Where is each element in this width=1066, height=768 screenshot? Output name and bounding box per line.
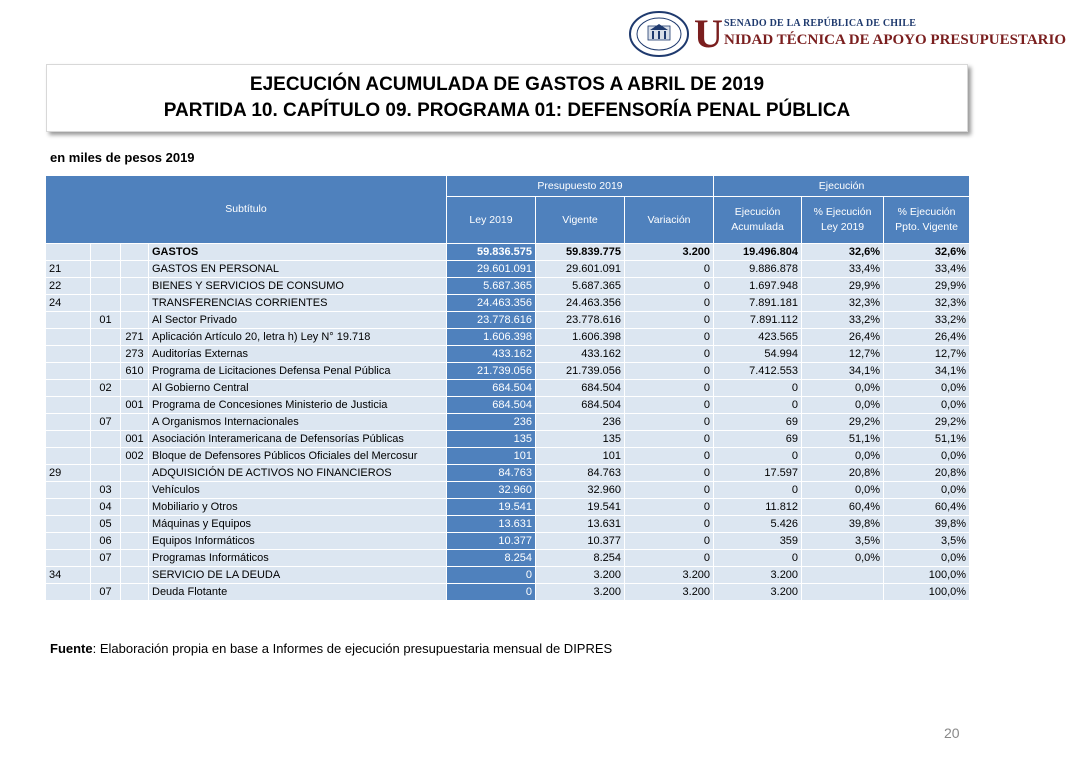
- header-ley: Ley 2019: [447, 197, 536, 244]
- table-row: [46, 584, 970, 601]
- cell-denominacion: Al Gobierno Central: [149, 380, 447, 397]
- table-row: [46, 465, 970, 482]
- cell-ley: 684.504: [447, 380, 536, 397]
- cell-ley: 59.836.575: [447, 244, 536, 261]
- table-row: [46, 397, 970, 414]
- cell-item: [91, 363, 121, 380]
- cell-pct-ley: 0,0%: [802, 550, 884, 567]
- cell-asignacion: [121, 244, 149, 261]
- cell-pct-vigente: 100,0%: [884, 584, 970, 601]
- cell-ejecucion: 0: [714, 380, 802, 397]
- cell-ejecucion: 359: [714, 533, 802, 550]
- cell-vigente: 32.960: [536, 482, 625, 499]
- cell-denominacion: Bloque de Defensores Públicos Oficiales del Mercosur: [149, 448, 447, 465]
- header-presupuesto: Presupuesto 2019: [447, 176, 714, 197]
- cell-ley: 29.601.091: [447, 261, 536, 278]
- cell-pct-ley: 0,0%: [802, 397, 884, 414]
- cell-variacion: 0: [625, 448, 714, 465]
- cell-pct-vigente: 0,0%: [884, 380, 970, 397]
- cell-denominacion: Máquinas y Equipos: [149, 516, 447, 533]
- cell-ejecucion: 3.200: [714, 567, 802, 584]
- cell-denominacion: Mobiliario y Otros: [149, 499, 447, 516]
- cell-ley: 84.763: [447, 465, 536, 482]
- table-row: [46, 380, 970, 397]
- cell-vigente: 3.200: [536, 584, 625, 601]
- cell-item: 05: [91, 516, 121, 533]
- table-row: [46, 414, 970, 431]
- cell-pct-vigente: 32,6%: [884, 244, 970, 261]
- cell-vigente: 24.463.356: [536, 295, 625, 312]
- cell-asignacion: [121, 533, 149, 550]
- cell-asignacion: 001: [121, 431, 149, 448]
- cell-asignacion: [121, 550, 149, 567]
- cell-item: [91, 295, 121, 312]
- cell-pct-vigente: 3,5%: [884, 533, 970, 550]
- cell-variacion: 0: [625, 329, 714, 346]
- cell-pct-vigente: 33,4%: [884, 261, 970, 278]
- cell-denominacion: Auditorías Externas: [149, 346, 447, 363]
- cell-pct-ley: 29,9%: [802, 278, 884, 295]
- cell-subtitulo: [46, 550, 91, 567]
- cell-item: [91, 329, 121, 346]
- cell-ley: 21.739.056: [447, 363, 536, 380]
- cell-vigente: 84.763: [536, 465, 625, 482]
- cell-vigente: 8.254: [536, 550, 625, 567]
- cell-variacion: 0: [625, 346, 714, 363]
- cell-subtitulo: [46, 499, 91, 516]
- header-vigente: Vigente: [536, 197, 625, 244]
- cell-ejecucion: 0: [714, 448, 802, 465]
- cell-item: [91, 448, 121, 465]
- cell-ejecucion: 423.565: [714, 329, 802, 346]
- cell-denominacion: TRANSFERENCIAS CORRIENTES: [149, 295, 447, 312]
- cell-subtitulo: [46, 363, 91, 380]
- cell-ley: 5.687.365: [447, 278, 536, 295]
- cell-pct-ley: 32,3%: [802, 295, 884, 312]
- brand-letter: U: [694, 11, 723, 56]
- cell-ejecucion: 0: [714, 397, 802, 414]
- cell-vigente: 10.377: [536, 533, 625, 550]
- cell-ley: 8.254: [447, 550, 536, 567]
- cell-vigente: 23.778.616: [536, 312, 625, 329]
- cell-vigente: 59.839.775: [536, 244, 625, 261]
- table-row: [46, 363, 970, 380]
- cell-ley: 13.631: [447, 516, 536, 533]
- cell-item: [91, 346, 121, 363]
- cell-vigente: 236: [536, 414, 625, 431]
- cell-variacion: 0: [625, 533, 714, 550]
- cell-ejecucion: 7.891.181: [714, 295, 802, 312]
- budget-table: [45, 175, 970, 601]
- cell-ejecucion: 17.597: [714, 465, 802, 482]
- cell-asignacion: [121, 516, 149, 533]
- cell-subtitulo: [46, 244, 91, 261]
- cell-pct-vigente: 29,9%: [884, 278, 970, 295]
- cell-pct-vigente: 51,1%: [884, 431, 970, 448]
- cell-denominacion: Programas Informáticos: [149, 550, 447, 567]
- cell-pct-vigente: 60,4%: [884, 499, 970, 516]
- cell-asignacion: 610: [121, 363, 149, 380]
- cell-pct-ley: 3,5%: [802, 533, 884, 550]
- cell-pct-ley: 33,2%: [802, 312, 884, 329]
- cell-variacion: 0: [625, 499, 714, 516]
- cell-subtitulo: [46, 397, 91, 414]
- cell-item: [91, 244, 121, 261]
- cell-subtitulo: 21: [46, 261, 91, 278]
- cell-ley: 101: [447, 448, 536, 465]
- table-row: [46, 550, 970, 567]
- cell-pct-ley: 0,0%: [802, 380, 884, 397]
- cell-ejecucion: 69: [714, 431, 802, 448]
- cell-variacion: 3.200: [625, 244, 714, 261]
- cell-vigente: 13.631: [536, 516, 625, 533]
- table-row: [46, 533, 970, 550]
- cell-pct-vigente: 39,8%: [884, 516, 970, 533]
- cell-ley: 135: [447, 431, 536, 448]
- cell-denominacion: Programa de Licitaciones Defensa Penal Pública: [149, 363, 447, 380]
- cell-denominacion: A Organismos Internacionales: [149, 414, 447, 431]
- cell-asignacion: [121, 465, 149, 482]
- cell-variacion: 0: [625, 465, 714, 482]
- cell-ejecucion: 7.891.112: [714, 312, 802, 329]
- cell-vigente: 29.601.091: [536, 261, 625, 278]
- table-row: [46, 346, 970, 363]
- senado-seal-logo: [628, 10, 690, 58]
- cell-vigente: 433.162: [536, 346, 625, 363]
- cell-ejecucion: 7.412.553: [714, 363, 802, 380]
- table-row: [46, 278, 970, 295]
- cell-pct-ley: [802, 567, 884, 584]
- cell-pct-ley: 26,4%: [802, 329, 884, 346]
- cell-ejecucion: 19.496.804: [714, 244, 802, 261]
- cell-pct-ley: 33,4%: [802, 261, 884, 278]
- cell-pct-vigente: 32,3%: [884, 295, 970, 312]
- cell-ley: 0: [447, 567, 536, 584]
- cell-ejecucion: 54.994: [714, 346, 802, 363]
- cell-variacion: 0: [625, 380, 714, 397]
- cell-pct-ley: 29,2%: [802, 414, 884, 431]
- cell-subtitulo: [46, 533, 91, 550]
- cell-denominacion: Asociación Interamericana de Defensorías Públicas: [149, 431, 447, 448]
- cell-ley: 0: [447, 584, 536, 601]
- cell-item: 06: [91, 533, 121, 550]
- table-row: [46, 261, 970, 278]
- brand-line-2: NIDAD TÉCNICA DE APOYO PRESUPUESTARIO: [724, 32, 1066, 48]
- header-pct-vigente: % Ejecución Ppto. Vigente: [884, 197, 970, 244]
- cell-ley: 10.377: [447, 533, 536, 550]
- cell-asignacion: [121, 414, 149, 431]
- cell-variacion: 0: [625, 278, 714, 295]
- page-number: 20: [944, 725, 960, 741]
- cell-subtitulo: [46, 380, 91, 397]
- cell-pct-vigente: 34,1%: [884, 363, 970, 380]
- cell-asignacion: [121, 261, 149, 278]
- cell-asignacion: [121, 499, 149, 516]
- budget-table-body: [46, 244, 970, 601]
- cell-variacion: 0: [625, 550, 714, 567]
- table-row: [46, 448, 970, 465]
- cell-variacion: 0: [625, 414, 714, 431]
- cell-asignacion: [121, 482, 149, 499]
- cell-item: 04: [91, 499, 121, 516]
- cell-vigente: 5.687.365: [536, 278, 625, 295]
- cell-variacion: 0: [625, 397, 714, 414]
- table-row: [46, 295, 970, 312]
- cell-pct-ley: 60,4%: [802, 499, 884, 516]
- cell-asignacion: [121, 567, 149, 584]
- cell-ejecucion: 0: [714, 482, 802, 499]
- cell-pct-vigente: 26,4%: [884, 329, 970, 346]
- cell-ejecucion: 3.200: [714, 584, 802, 601]
- cell-subtitulo: [46, 312, 91, 329]
- table-row: [46, 312, 970, 329]
- cell-pct-vigente: 29,2%: [884, 414, 970, 431]
- cell-item: [91, 261, 121, 278]
- cell-denominacion: GASTOS EN PERSONAL: [149, 261, 447, 278]
- table-row: [46, 499, 970, 516]
- table-row: [46, 567, 970, 584]
- cell-item: 03: [91, 482, 121, 499]
- cell-ejecucion: 5.426: [714, 516, 802, 533]
- units-subtitle: en miles de pesos 2019: [50, 150, 195, 165]
- cell-pct-vigente: 33,2%: [884, 312, 970, 329]
- header-subtitulo: Subtítulo: [46, 176, 447, 244]
- cell-variacion: 0: [625, 312, 714, 329]
- cell-denominacion: Deuda Flotante: [149, 584, 447, 601]
- brand-line-1: SENADO DE LA REPÚBLICA DE CHILE: [724, 18, 917, 29]
- cell-ley: 433.162: [447, 346, 536, 363]
- cell-subtitulo: [46, 329, 91, 346]
- title-box: [46, 64, 968, 132]
- cell-pct-vigente: 12,7%: [884, 346, 970, 363]
- cell-asignacion: [121, 584, 149, 601]
- cell-item: 07: [91, 414, 121, 431]
- table-row: [46, 431, 970, 448]
- cell-vigente: 101: [536, 448, 625, 465]
- cell-vigente: 684.504: [536, 380, 625, 397]
- cell-subtitulo: 34: [46, 567, 91, 584]
- cell-item: [91, 278, 121, 295]
- header-ejecucion: Ejecución: [714, 176, 970, 197]
- cell-pct-ley: 39,8%: [802, 516, 884, 533]
- cell-subtitulo: 29: [46, 465, 91, 482]
- cell-subtitulo: [46, 448, 91, 465]
- cell-variacion: 3.200: [625, 567, 714, 584]
- cell-pct-vigente: 20,8%: [884, 465, 970, 482]
- cell-vigente: 684.504: [536, 397, 625, 414]
- cell-item: [91, 397, 121, 414]
- table-row: [46, 329, 970, 346]
- cell-subtitulo: [46, 482, 91, 499]
- cell-pct-ley: 32,6%: [802, 244, 884, 261]
- cell-pct-ley: 51,1%: [802, 431, 884, 448]
- header-pct-ley: % Ejecución Ley 2019: [802, 197, 884, 244]
- cell-item: [91, 465, 121, 482]
- cell-variacion: 0: [625, 516, 714, 533]
- title-line-2: PARTIDA 10. CAPÍTULO 09. PROGRAMA 01: DEFENSORÍA PENAL PÚBLICA: [163, 100, 851, 121]
- cell-vigente: 21.739.056: [536, 363, 625, 380]
- cell-ley: 32.960: [447, 482, 536, 499]
- cell-vigente: 135: [536, 431, 625, 448]
- cell-variacion: 0: [625, 431, 714, 448]
- cell-vigente: 3.200: [536, 567, 625, 584]
- cell-ley: 236: [447, 414, 536, 431]
- cell-variacion: 0: [625, 363, 714, 380]
- cell-asignacion: 001: [121, 397, 149, 414]
- cell-asignacion: [121, 312, 149, 329]
- cell-vigente: 19.541: [536, 499, 625, 516]
- cell-denominacion: GASTOS: [149, 244, 447, 261]
- title-line-1: EJECUCIÓN ACUMULADA DE GASTOS A ABRIL DE 2019: [249, 74, 765, 95]
- cell-item: 07: [91, 584, 121, 601]
- cell-pct-vigente: 0,0%: [884, 550, 970, 567]
- cell-ley: 19.541: [447, 499, 536, 516]
- cell-item: [91, 431, 121, 448]
- cell-vigente: 1.606.398: [536, 329, 625, 346]
- cell-ley: 24.463.356: [447, 295, 536, 312]
- cell-denominacion: Vehículos: [149, 482, 447, 499]
- cell-item: 02: [91, 380, 121, 397]
- cell-pct-ley: 0,0%: [802, 448, 884, 465]
- cell-denominacion: SERVICIO DE LA DEUDA: [149, 567, 447, 584]
- cell-pct-vigente: 100,0%: [884, 567, 970, 584]
- cell-denominacion: Aplicación Artículo 20, letra h) Ley N° 19.718: [149, 329, 447, 346]
- cell-pct-vigente: 0,0%: [884, 448, 970, 465]
- cell-subtitulo: [46, 346, 91, 363]
- table-row: [46, 516, 970, 533]
- cell-item: 01: [91, 312, 121, 329]
- cell-asignacion: 271: [121, 329, 149, 346]
- cell-item: [91, 567, 121, 584]
- cell-denominacion: BIENES Y SERVICIOS DE CONSUMO: [149, 278, 447, 295]
- cell-pct-ley: 0,0%: [802, 482, 884, 499]
- cell-asignacion: [121, 278, 149, 295]
- cell-ley: 1.606.398: [447, 329, 536, 346]
- cell-subtitulo: [46, 414, 91, 431]
- cell-variacion: 3.200: [625, 584, 714, 601]
- cell-pct-ley: [802, 584, 884, 601]
- cell-denominacion: Programa de Concesiones Ministerio de Justicia: [149, 397, 447, 414]
- header-variacion: Variación: [625, 197, 714, 244]
- cell-ley: 23.778.616: [447, 312, 536, 329]
- cell-pct-ley: 34,1%: [802, 363, 884, 380]
- cell-subtitulo: [46, 431, 91, 448]
- cell-subtitulo: 24: [46, 295, 91, 312]
- cell-asignacion: [121, 295, 149, 312]
- cell-asignacion: 002: [121, 448, 149, 465]
- cell-denominacion: Al Sector Privado: [149, 312, 447, 329]
- cell-subtitulo: 22: [46, 278, 91, 295]
- cell-ejecucion: 0: [714, 550, 802, 567]
- cell-variacion: 0: [625, 482, 714, 499]
- cell-pct-ley: 20,8%: [802, 465, 884, 482]
- cell-denominacion: ADQUISICIÓN DE ACTIVOS NO FINANCIEROS: [149, 465, 447, 482]
- header-ejecucion-acumulada: Ejecución Acumulada: [714, 197, 802, 244]
- cell-subtitulo: [46, 584, 91, 601]
- source-note: Fuente: Elaboración propia en base a Informes de ejecución presupuestaria mensual de DIPRES: [50, 641, 613, 656]
- cell-ejecucion: 1.697.948: [714, 278, 802, 295]
- cell-denominacion: Equipos Informáticos: [149, 533, 447, 550]
- table-row: [46, 482, 970, 499]
- cell-pct-vigente: 0,0%: [884, 482, 970, 499]
- cell-variacion: 0: [625, 261, 714, 278]
- table-row: [46, 244, 970, 261]
- cell-subtitulo: [46, 516, 91, 533]
- cell-ejecucion: 9.886.878: [714, 261, 802, 278]
- cell-asignacion: [121, 380, 149, 397]
- cell-ejecucion: 11.812: [714, 499, 802, 516]
- cell-ejecucion: 69: [714, 414, 802, 431]
- cell-pct-ley: 12,7%: [802, 346, 884, 363]
- cell-asignacion: 273: [121, 346, 149, 363]
- cell-pct-vigente: 0,0%: [884, 397, 970, 414]
- cell-variacion: 0: [625, 295, 714, 312]
- cell-ley: 684.504: [447, 397, 536, 414]
- cell-item: 07: [91, 550, 121, 567]
